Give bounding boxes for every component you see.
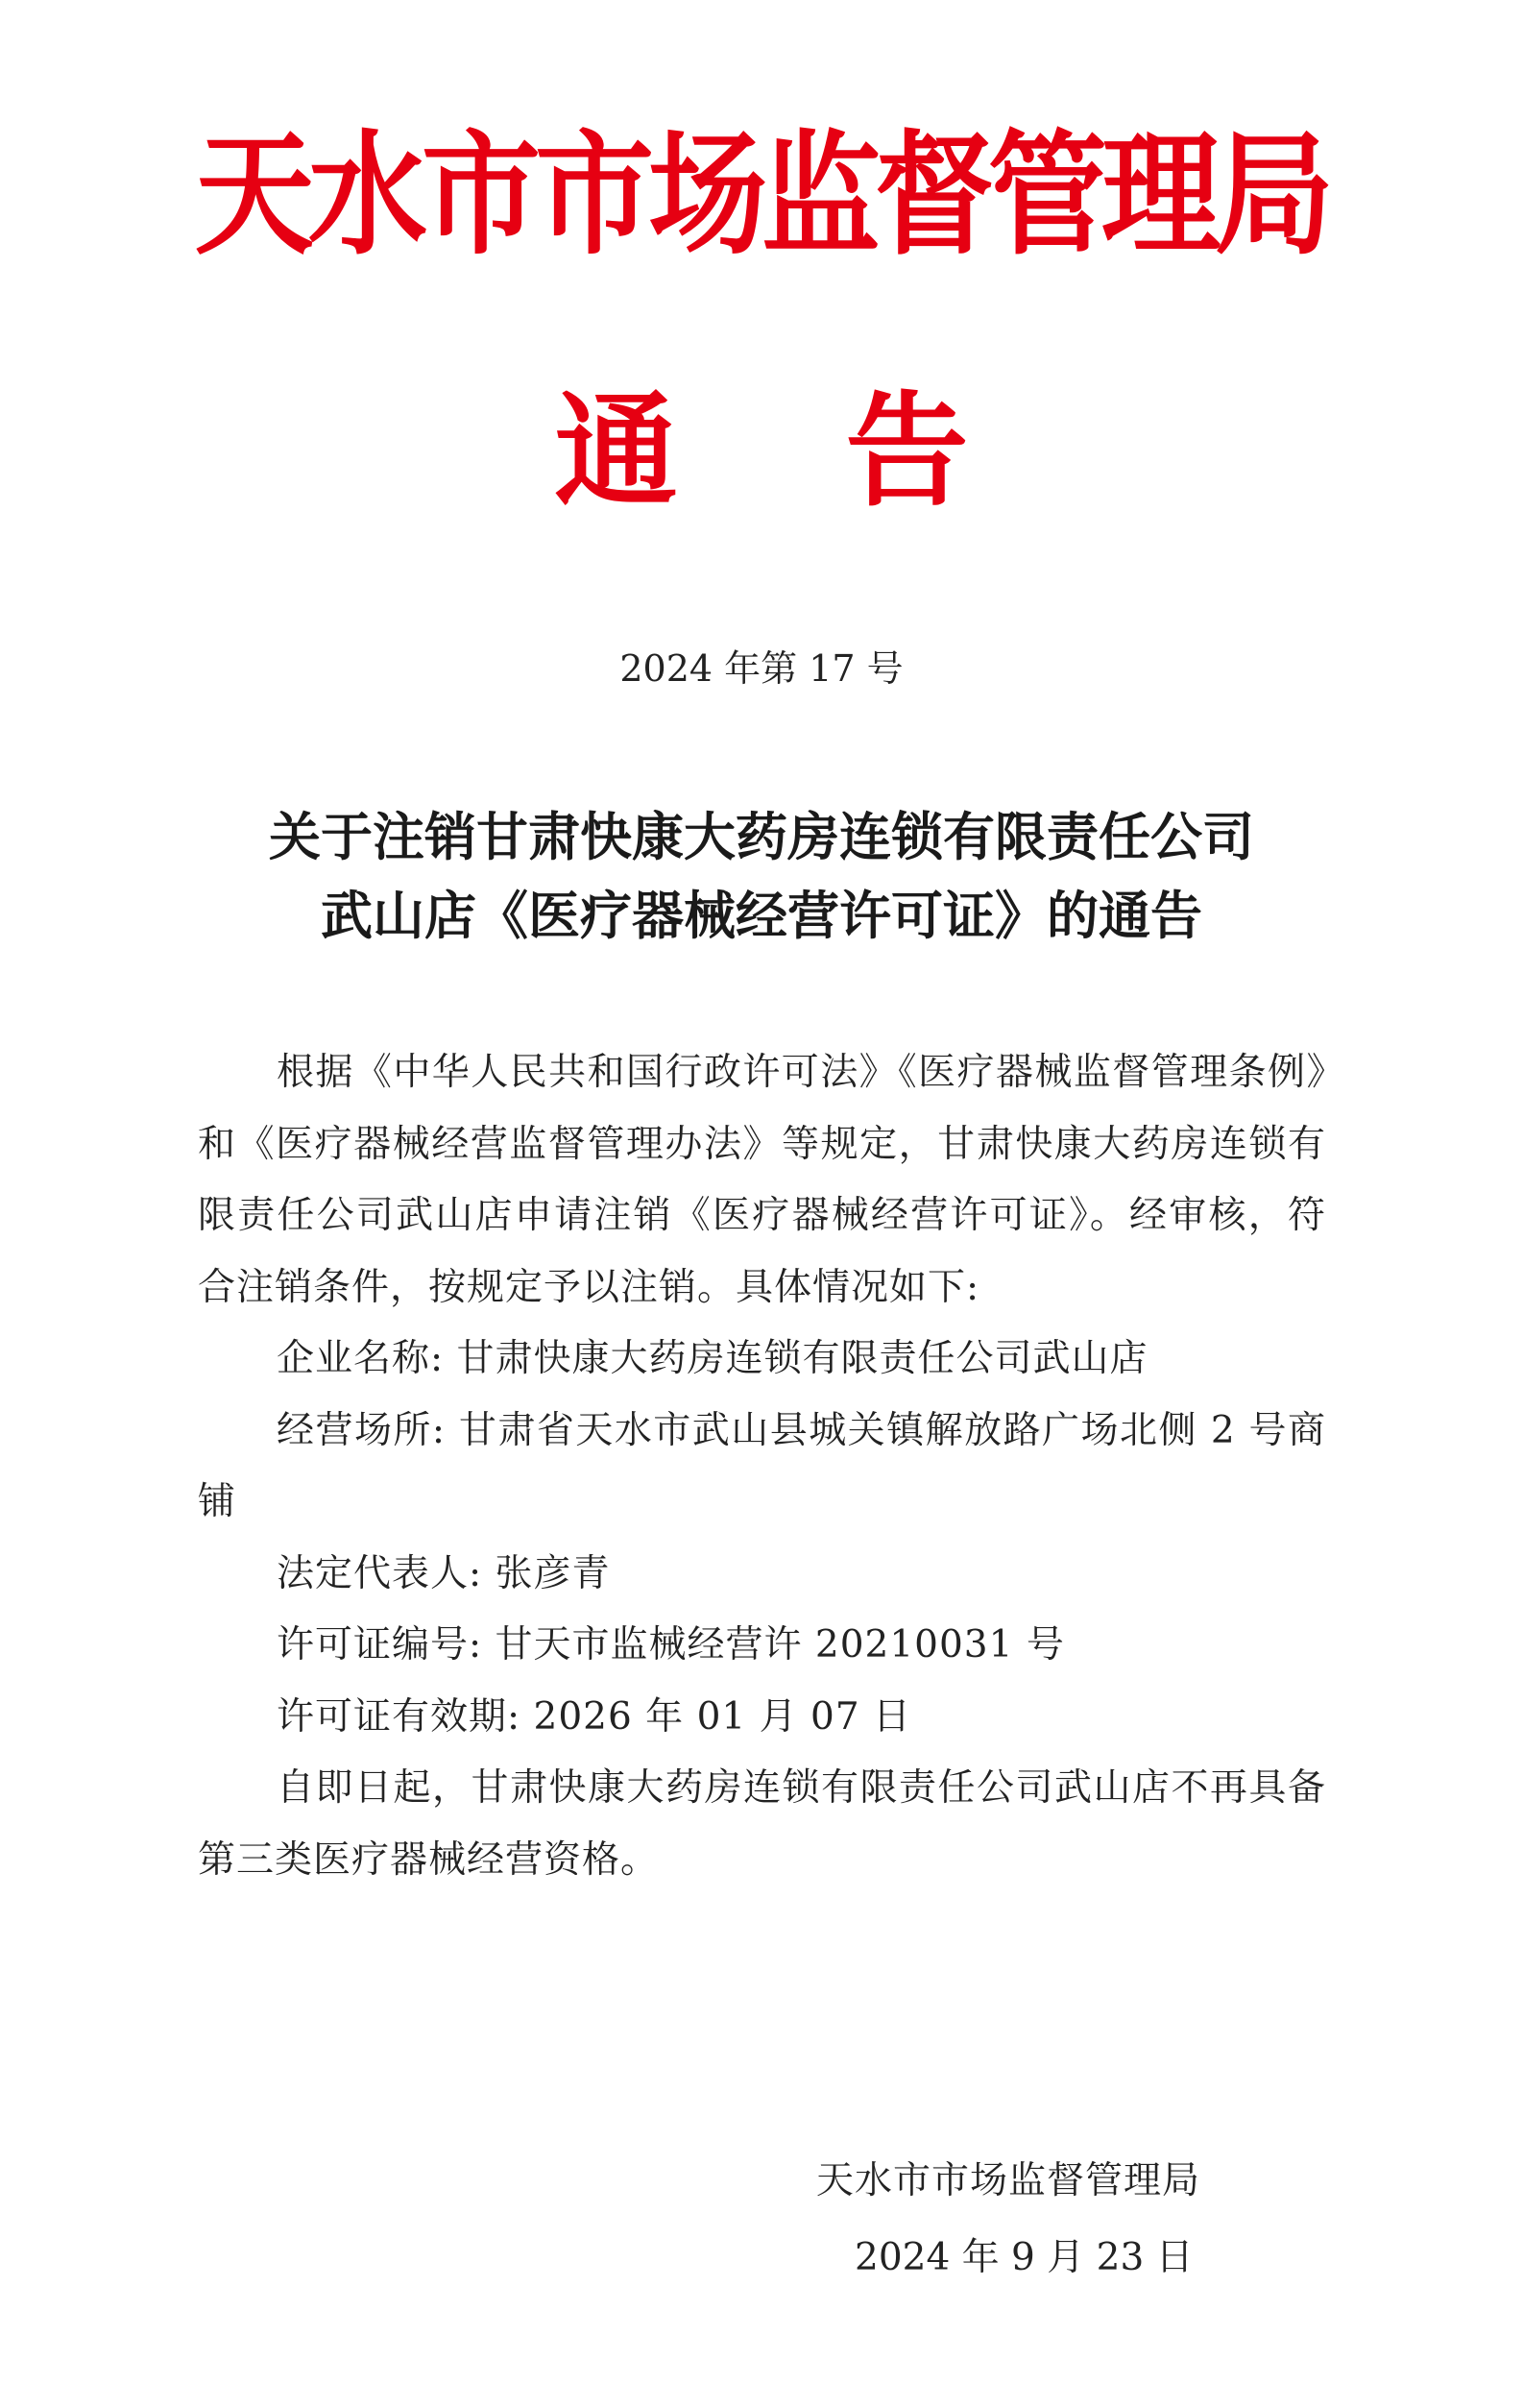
doc-number: 2024 年第 17 号: [619, 647, 904, 690]
license-validity-line: 许可证有效期: 2026 年 01 月 07 日: [277, 1694, 912, 1739]
notice-title-line-2: 武山店《医疗器械经营许可证》的通告: [321, 885, 1202, 946]
doc-type-char-1: 通: [554, 379, 678, 523]
notice-title: [0, 797, 1523, 955]
doc-type-heading: [0, 375, 1523, 528]
business-address-line: 经营场所: 甘肃省天水市武山县城关镇解放路广场北侧 2 号商铺: [198, 1408, 1326, 1523]
agency-header: 天水市市场监督管理局: [194, 118, 1328, 274]
doc-type-char-2: 告: [845, 379, 969, 523]
intro-paragraph: 根据《中华人民共和国行政许可法》《医疗器械监督管理条例》和《医疗器械经营监督管理办法》等规定，甘肃快康大药房连锁有限责任公司武山店申请注销《医疗器械经营许可证》。经审核，符合注销条件，按规定予以注销。具体情况如下:: [198, 1051, 1326, 1309]
company-name-line: 企业名称: 甘肃快康大药房连锁有限责任公司武山店: [277, 1337, 1148, 1380]
notice-title-line-1: 关于注销甘肃快康大药房连锁有限责任公司: [269, 806, 1254, 867]
license-number-line: 许可证编号: 甘天市监械经营许 20210031 号: [277, 1623, 1065, 1666]
closing-paragraph: 自即日起，甘肃快康大药房连锁有限责任公司武山店不再具备第三类医疗器械经营资格。: [198, 1766, 1326, 1882]
notice-body: [198, 1037, 1326, 1896]
signature-agency: 天水市市场监督管理局: [816, 2159, 1201, 2202]
legal-representative-line: 法定代表人: 张彦青: [277, 1551, 611, 1595]
signature-date: 2024 年 9 月 23 日: [855, 2236, 1194, 2279]
